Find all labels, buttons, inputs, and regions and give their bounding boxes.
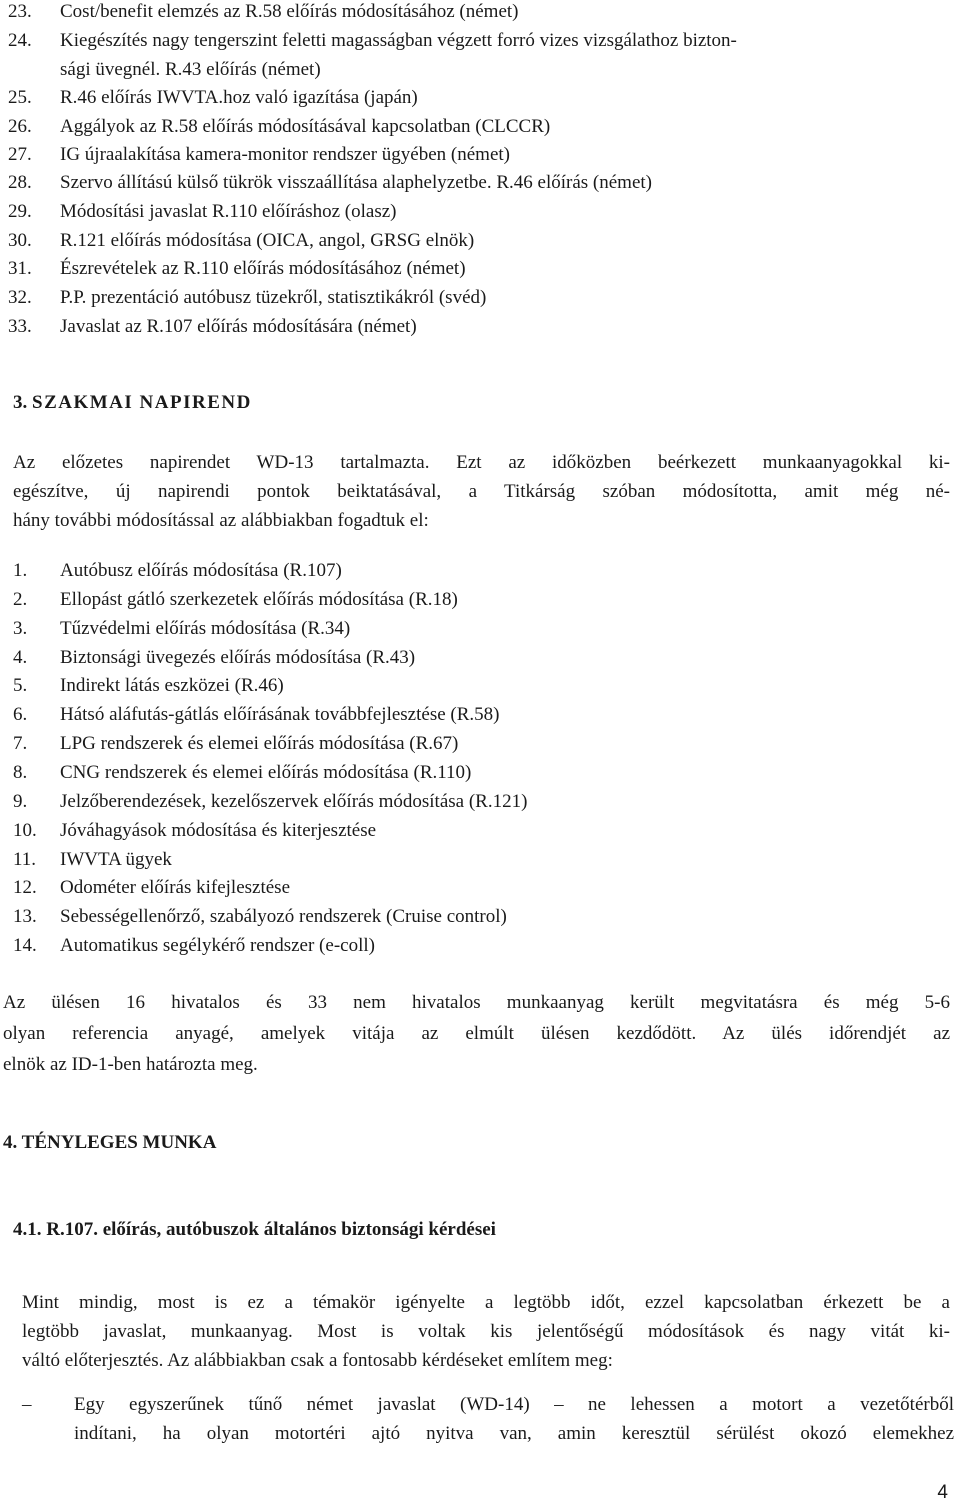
list-item-text: IG újraalakítása kamera-monitor rendszer ügyében (német) [60,144,510,165]
list-item-number: 23. [8,1,32,22]
agenda-item-text: Odométer előírás kifejlesztése [60,877,291,898]
bullet-dash: – [22,1394,32,1415]
agenda-item-text: Automatikus segélykérő rendszer (e-coll) [60,935,375,956]
agenda-item-number: 13. [13,906,37,927]
agenda-item-text: Jóváhagyások módosítása és kiterjesztése [60,820,377,841]
agenda-item-text: LPG rendszerek és elemei előírás módosítása (R.67) [60,733,459,754]
agenda-item-text: Hátsó aláfutás-gátlás előírásának továbbfejlesztése (R.58) [60,704,500,725]
page-number: 4 [937,1482,948,1503]
agenda-item-number: 5. [13,675,28,696]
agenda-item-number: 11. [13,849,37,870]
list-item-number: 27. [8,144,32,165]
section-4-1-heading: 4.1. R.107. előírás, autóbuszok általános biztonsági kérdései [13,1219,496,1240]
bullet-item [22,1390,954,1450]
agenda-item-text: Biztonsági üvegezés előírás módosítása (R.43) [60,647,416,668]
list-item-text: Módosítási javaslat R.110 előíráshoz (olasz) [60,201,397,222]
agenda-item-text: Jelzőberendezések, kezelőszervek előírás módosítása (R.121) [60,791,528,812]
list-item-number: 31. [8,258,32,279]
agenda-item-text: Tűzvédelmi előírás módosítása (R.34) [60,618,351,639]
list-item-text: Észrevételek az R.110 előírás módosításához (német) [60,258,466,279]
list-item-text: Cost/benefit elemzés az R.58 előírás módosításához (német) [60,1,519,22]
agenda-item-text: Autóbusz előírás módosítása (R.107) [60,560,342,581]
agenda-item-text: Sebességellenőrző, szabályozó rendszerek (Cruise control) [60,906,507,927]
agenda-item-number: 9. [13,791,28,812]
agenda-item-number: 7. [13,733,28,754]
list-item-text: Javaslat az R.107 előírás módosítására (német) [60,316,417,337]
list-item-number: 30. [8,230,32,251]
list-item-text: R.46 előírás IWVTA.hoz való igazítása (japán) [60,87,418,108]
list-item-number: 32. [8,287,32,308]
list-item-number: 33. [8,316,32,337]
list-item-number: 29. [8,201,32,222]
list-item-number: 24. [8,30,32,51]
section-4-1-paragraph: Mint mindig, most is ez a témakör igényelte a legtöbb időt, ezzel kapcsolatban érkezett be a legtöbb javaslat, munkaanyag. Most is voltak kis jelentőségű módosítások és nagy vitát ki- váltó előterjesztés. Az alábbiakban csak a fontosabb kérdéseket említem meg: [22,1292,950,1371]
agenda-item-number: 6. [13,704,28,725]
list-item-text: sági üvegnél. R.43 előírás (német) [60,59,321,80]
agenda-item-text: CNG rendszerek és elemei előírás módosítása (R.110) [60,762,472,783]
summary-paragraph: Az ülésen 16 hivatalos és 33 nem hivatalos munkaanyag került megvitatásra és még 5-6 olyan referencia anyagé, amelyek vitája az elmúlt ülésen kezdődött. Az ülés időrendjét az elnök az ID-1-ben határozta meg. [3,992,950,1075]
section-3-heading: 3. SZAKMAI NAPIREND [13,392,252,413]
agenda-item-number: 10. [13,820,37,841]
list-item-text: Aggályok az R.58 előírás módosításával kapcsolatban (CLCCR) [60,116,551,137]
agenda-item-number: 14. [13,935,37,956]
list-item-number: 26. [8,116,32,137]
list-item-text: R.121 előírás módosítása (OICA, angol, GRSG elnök) [60,230,475,251]
section-3-intro: Az előzetes napirendet WD-13 tartalmazta. Ezt az időközben beérkezett munkaanyagokkal ki- egészítve, új napirendi pontok beiktatásával, a Titkárság szóban módosította, amit még né- hány további módosítással az alábbiakban fogadtuk el: [13,452,950,531]
agenda-item-number: 2. [13,589,28,610]
list-item-number: 25. [8,87,32,108]
agenda-item-text: Indirekt látás eszközei (R.46) [60,675,284,696]
agenda-item-number: 3. [13,618,28,639]
list-item-text: Szervo állítású külső tükrök visszaállítása alaphelyzetbe. R.46 előírás (német) [60,172,652,193]
agenda-item-text: Ellopást gátló szerkezetek előírás módosítása (R.18) [60,589,458,610]
agenda-item-number: 8. [13,762,28,783]
agenda-item-number: 1. [13,560,28,581]
agenda-item-number: 12. [13,877,37,898]
list-item-text: P.P. prezentáció autóbusz tüzekről, statisztikákról (svéd) [60,287,487,308]
list-item-number: 28. [8,172,32,193]
section-4-heading: 4. TÉNYLEGES MUNKA [3,1132,217,1153]
agenda-item-text: IWVTA ügyek [60,849,172,870]
list-item-text: Kiegészítés nagy tengerszint feletti magasságban végzett forró vizes vizsgálathoz bizton- [60,30,737,51]
bullet-text: Egy egyszerűnek tűnő német javaslat (WD-14) – ne lehessen a motort a vezetőtérből indítani, ha olyan motortéri ajtó nyitva van, amin keresztül sérülést okozó elemekhez [74,1394,954,1444]
agenda-item-number: 4. [13,647,28,668]
